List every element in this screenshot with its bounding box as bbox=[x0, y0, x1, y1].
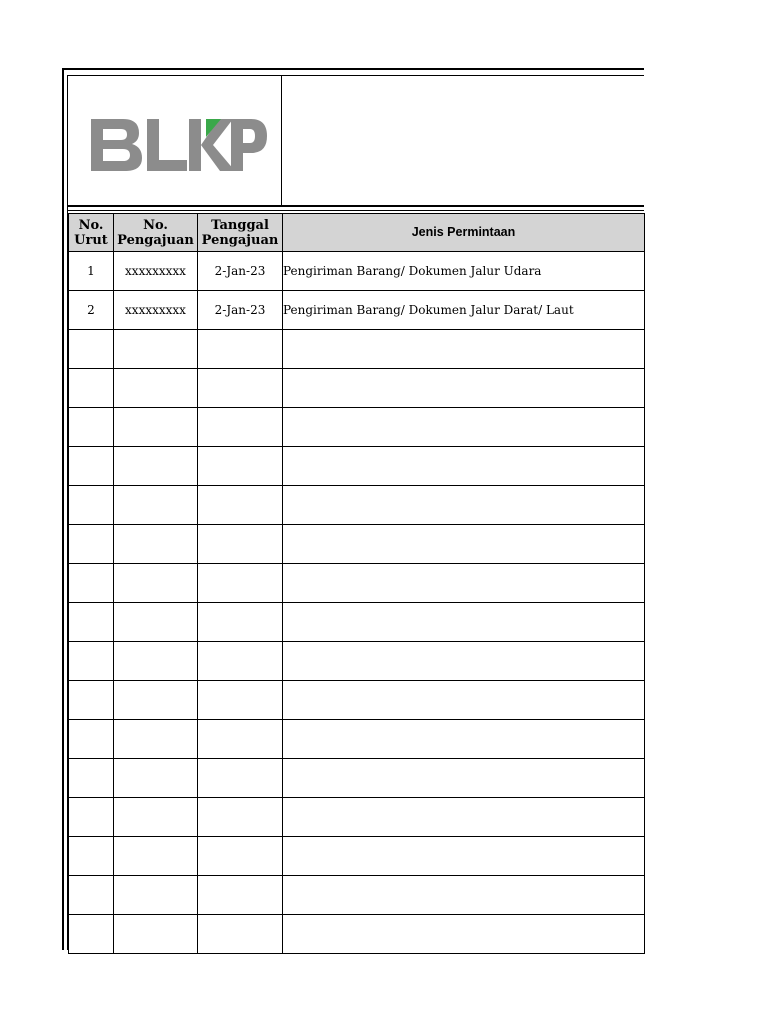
logo-cell bbox=[67, 75, 282, 206]
cell-no-pengajuan bbox=[114, 837, 198, 876]
frame-left-border bbox=[62, 68, 64, 950]
form-sheet bbox=[62, 68, 644, 950]
cell-no-pengajuan bbox=[114, 486, 198, 525]
header-tanggal-pengajuan: Tanggal Pengajuan bbox=[198, 214, 283, 252]
cell-tanggal bbox=[198, 798, 283, 837]
table-row-empty bbox=[69, 408, 645, 447]
table-row-empty bbox=[69, 486, 645, 525]
cell-jenis bbox=[283, 330, 645, 369]
cell-no-urut bbox=[69, 564, 114, 603]
table-row-empty bbox=[69, 798, 645, 837]
cell-jenis bbox=[283, 603, 645, 642]
table-row-empty bbox=[69, 525, 645, 564]
table-row-empty bbox=[69, 603, 645, 642]
table-row-empty bbox=[69, 876, 645, 915]
frame-top-border bbox=[62, 68, 644, 70]
cell-tanggal bbox=[198, 564, 283, 603]
cell-tanggal bbox=[198, 525, 283, 564]
cell-no-pengajuan bbox=[114, 369, 198, 408]
cell-no-pengajuan bbox=[114, 876, 198, 915]
cell-jenis bbox=[283, 642, 645, 681]
cell-no-pengajuan bbox=[114, 408, 198, 447]
cell-jenis bbox=[283, 525, 645, 564]
table-row bbox=[69, 252, 645, 291]
cell-no-pengajuan bbox=[114, 915, 198, 954]
cell-tanggal bbox=[198, 486, 283, 525]
cell-jenis: Pengiriman Barang/ Dokumen Jalur Udara bbox=[283, 252, 645, 291]
cell-no-urut bbox=[69, 837, 114, 876]
cell-no-pengajuan bbox=[114, 681, 198, 720]
cell-no-pengajuan bbox=[114, 603, 198, 642]
cell-no-pengajuan bbox=[114, 759, 198, 798]
header-jenis-permintaan: Jenis Permintaan bbox=[283, 214, 645, 252]
cell-no-urut bbox=[69, 759, 114, 798]
cell-tanggal bbox=[198, 915, 283, 954]
table-row-empty bbox=[69, 447, 645, 486]
cell-tanggal bbox=[198, 447, 283, 486]
table-row-empty bbox=[69, 681, 645, 720]
blkp-logo bbox=[89, 115, 269, 175]
cell-tanggal bbox=[198, 759, 283, 798]
cell-no-urut bbox=[69, 330, 114, 369]
cell-no-urut: 2 bbox=[69, 291, 114, 330]
cell-jenis bbox=[283, 876, 645, 915]
cell-tanggal bbox=[198, 837, 283, 876]
cell-no-pengajuan bbox=[114, 720, 198, 759]
cell-jenis bbox=[283, 681, 645, 720]
cell-jenis: Pengiriman Barang/ Dokumen Jalur Darat/ Laut bbox=[283, 291, 645, 330]
cell-no-urut bbox=[69, 915, 114, 954]
cell-tanggal bbox=[198, 603, 283, 642]
cell-jenis bbox=[283, 408, 645, 447]
header-separator bbox=[67, 205, 644, 207]
cell-no-urut bbox=[69, 720, 114, 759]
cell-jenis bbox=[283, 915, 645, 954]
cell-no-urut bbox=[69, 642, 114, 681]
cell-no-pengajuan bbox=[114, 642, 198, 681]
cell-no-pengajuan bbox=[114, 798, 198, 837]
table-row-empty bbox=[69, 720, 645, 759]
table-row-empty bbox=[69, 564, 645, 603]
cell-no-pengajuan: xxxxxxxxx bbox=[114, 252, 198, 291]
cell-tanggal bbox=[198, 681, 283, 720]
cell-tanggal: 2-Jan-23 bbox=[198, 252, 283, 291]
cell-jenis bbox=[283, 447, 645, 486]
cell-no-urut bbox=[69, 876, 114, 915]
request-table bbox=[68, 213, 645, 954]
cell-no-pengajuan bbox=[114, 525, 198, 564]
table-header-row bbox=[69, 214, 645, 252]
cell-no-pengajuan: xxxxxxxxx bbox=[114, 291, 198, 330]
cell-tanggal bbox=[198, 369, 283, 408]
header-separator-inner bbox=[67, 210, 644, 211]
cell-jenis bbox=[283, 486, 645, 525]
cell-no-urut bbox=[69, 369, 114, 408]
cell-jenis bbox=[283, 369, 645, 408]
cell-tanggal bbox=[198, 876, 283, 915]
cell-tanggal bbox=[198, 408, 283, 447]
cell-jenis bbox=[283, 759, 645, 798]
cell-no-urut bbox=[69, 408, 114, 447]
table-row-empty bbox=[69, 915, 645, 954]
cell-jenis bbox=[283, 837, 645, 876]
cell-no-pengajuan bbox=[114, 447, 198, 486]
cell-tanggal: 2-Jan-23 bbox=[198, 291, 283, 330]
header-no-pengajuan: No. Pengajuan bbox=[114, 214, 198, 252]
table-row-empty bbox=[69, 642, 645, 681]
cell-no-pengajuan bbox=[114, 330, 198, 369]
cell-no-urut bbox=[69, 525, 114, 564]
cell-tanggal bbox=[198, 642, 283, 681]
table-row-empty bbox=[69, 369, 645, 408]
cell-no-urut bbox=[69, 603, 114, 642]
table-row-empty bbox=[69, 330, 645, 369]
cell-no-urut bbox=[69, 798, 114, 837]
cell-no-urut: 1 bbox=[69, 252, 114, 291]
cell-tanggal bbox=[198, 720, 283, 759]
cell-jenis bbox=[283, 564, 645, 603]
cell-tanggal bbox=[198, 330, 283, 369]
cell-no-urut bbox=[69, 681, 114, 720]
form-header bbox=[67, 75, 644, 206]
header-no-urut: No. Urut bbox=[69, 214, 114, 252]
table-row bbox=[69, 291, 645, 330]
cell-jenis bbox=[283, 720, 645, 759]
cell-no-urut bbox=[69, 486, 114, 525]
cell-no-urut bbox=[69, 447, 114, 486]
cell-jenis bbox=[283, 798, 645, 837]
table-row-empty bbox=[69, 759, 645, 798]
table-row-empty bbox=[69, 837, 645, 876]
cell-no-pengajuan bbox=[114, 564, 198, 603]
